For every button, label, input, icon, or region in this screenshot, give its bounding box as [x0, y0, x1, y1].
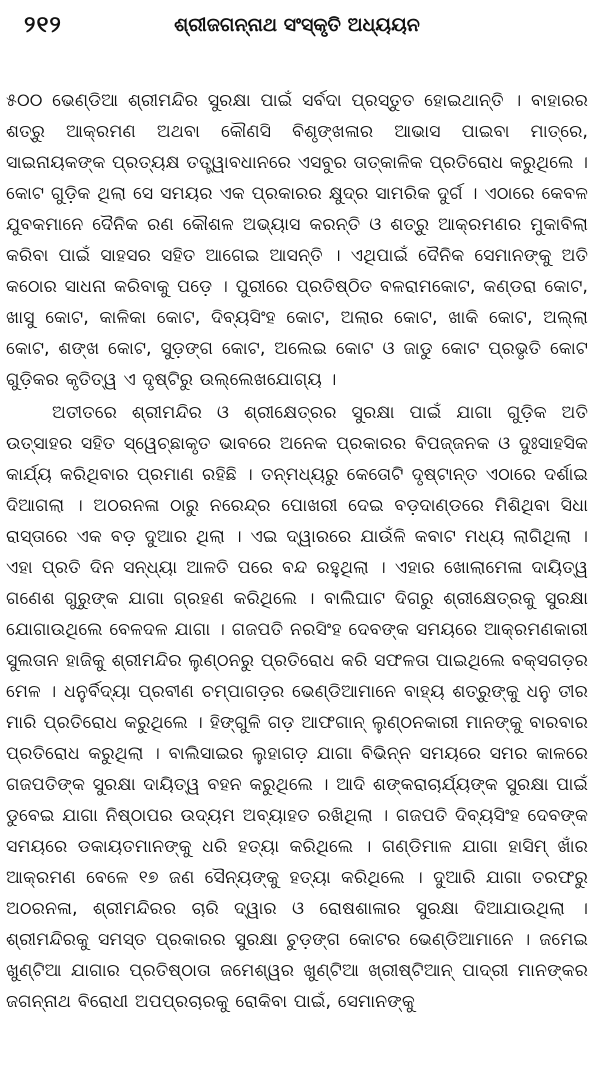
- page-header: [8, 0, 586, 48]
- paragraph-2: ଅତୀତରେ ଶ୍ରୀମନ୍ଦିର ଓ ଶ୍ରୀକ୍ଷେତ୍ରର ସୁରକ୍ଷା ପାଇଁ ଯାଗା ଗୁଡ଼ିକ ଅତି ଉତ୍ସାହର ସହିତ ସ୍ୱେଚ୍ଛାକୃତ ଭାବରେ ଅନେକ ପ୍ରକାରର ବିପଜ୍ଜନକ ଓ ଦୁଃସାହସିକ କାର୍ଯ୍ୟ କରିଥିବାର ପ୍ରମାଣ ରହିଛି । ତନ୍ମଧ୍ୟରୁ କେତୋଟି ଦୃଷ୍ଟାନ୍ତ ଏଠାରେ ଦର୍ଶାଇ ଦିଆଗଲା । ଅଠରନଳା ଠାରୁ ନରେନ୍ଦ୍ର ପୋଖରୀ ଦେଇ ବଡ଼ଦାଣ୍ଡରେ ମିଶିଥିବା ସିଧା ରାସ୍ତାରେ ଏକ ବଡ଼ ଦୁଆର ଥିଲା । ଏଇ ଦ୍ୱାରରେ ଯାଉଁଳି କବାଟ ମଧ୍ୟ ଲାଗିଥିଲା । ଏହା ପ୍ରତି ଦିନ ସନ୍ଧ୍ୟା ଆଳତି ପରେ ବନ୍ଦ ରହୁଥିଲା । ଏହାର ଖୋଲାମେଳା ଦାୟିତ୍ୱ ଗଣେଶ ଗୁରୁଙ୍କ ଯାଗା ଗ୍ରହଣ କରିଥିଲେ । ବାଲିଘାଟ ଦିଗରୁ ଶ୍ରୀକ୍ଷେତ୍ରକୁ ସୁରକ୍ଷା ଯୋଗାଉଥିଲେ ବେଳଦଳ ଯାଗା । ଗଜପତି ନରସିଂହ ଦେବଙ୍କ ସମୟରେ ଆକ୍ରମଣକାରୀ ସୁଲତାନ ହାଜିକୁ ଶ୍ରୀମନ୍ଦିର ଲୁଣ୍ଠନରୁ ପ୍ରତିରୋଧ କରି ସଫଳତା ପାଇଥିଲେ ବକ୍ସଗଡ଼ର ମେଳ । ଧନୁର୍ବିଦ୍ୟା ପ୍ରବୀଣ ଚମ୍ପାଗଡ଼ର ଭେଣ୍ଡିଆମାନେ ବାହ୍ୟ ଶତ୍ରୁଙ୍କୁ ଧନୁ ତୀର ମାରି ପ୍ରତିରୋଧ କରୁଥିଲେ । ହିଙ୍ଗୁଳି ଗଡ଼ ଆଫଗାନ୍ ଲୁଣ୍ଠନକାରୀ ମାନଙ୍କୁ ବାରବାର ପ୍ରତିରୋଧ କରୁଥିଲା । ବାଲିସାଇର ଲୁହାଗଡ଼ ଯାଗା ବିଭିନ୍ନ ସମୟରେ ସମର କାଳରେ ଗଜପତିଙ୍କ ସୁରକ୍ଷା ଦାୟିତ୍ୱ ବହନ କରୁଥିଲେ । ଆଦି ଶଙ୍କରାଚାର୍ଯ୍ୟଙ୍କ ସୁରକ୍ଷା ପାଇଁ ଡୁବେଇ ଯାଗା ନିଷ୍ଠାପର ଉଦ୍ୟମ ଅବ୍ୟାହତ ରଖିଥିଲା । ଗଜପତି ଦିବ୍ୟସିଂହ ଦେବଙ୍କ ସମୟରେ ଡକାୟତମାନଙ୍କୁ ଧରି ହତ୍ୟା କରିଥିଲେ । ଗଣ୍ଡିମାଳ ଯାଗା ହାସିମ୍ ଖାଁର ଆକ୍ରମଣ ବେଳେ ୧୭ ଜଣ ସୈନ୍ୟଙ୍କୁ ହତ୍ୟା କରିଥିଲେ । ଦୁଆରି ଯାଗା ତରଫରୁ ଅଠରନଳା, ଶ୍ରୀମନ୍ଦିରର ଚାରି ଦ୍ୱାର ଓ ରୋଷଶାଳାର ସୁରକ୍ଷା ଦିଆଯାଉଥିଲା । ଶ୍ରୀମନ୍ଦିରକୁ ସମସ୍ତ ପ୍ରକାରର ସୁରକ୍ଷା ଚୁଡ଼ଙ୍ଗ କୋଟର ଭେଣ୍ଡିଆମାନେ । ଜମେଇ ଖୁଣ୍ଟିଆ ଯାଗାର ପ୍ରତିଷ୍ଠାତା ଜମେଶ୍ୱର ଖୁଣ୍ଟିଆ ଖ୍ରୀଷ୍ଟିଆନ୍ ପାଦ୍ରୀ ମାନଙ୍କର ଜଗନ୍ନାଥ ବିରୋଧୀ ଅପପ୍ରଚାରକୁ ରୋକିବା ପାଇଁ, ସେମାନଙ୍କୁ: [6, 403, 588, 1012]
- paragraph-1: ୫୦୦ ଭେଣ୍ଡିଆ ଶ୍ରୀମନ୍ଦିର ସୁରକ୍ଷା ପାଇଁ ସର୍ବଦା ପ୍ରସ୍ତୁତ ହୋଇଥାନ୍ତି । ବାହାରର ଶତ୍ରୁ ଆକ୍ରମଣ ଅଥବା କୌଣସି ବିଶୃଙ୍ଖଳାର ଆଭାସ ପାଇବା ମାତ୍ରେ, ସାଇନାୟକଙ୍କ ପ୍ରତ୍ୟକ୍ଷ ତତ୍ତ୍ୱାବଧାନରେ ଏସବୁର ତାତ୍କାଳିକ ପ୍ରତିରୋଧ କରୁଥିଲେ । କୋଟ ଗୁଡ଼ିକ ଥିଲା ସେ ସମୟର ଏକ ପ୍ରକାରର କ୍ଷୁଦ୍ର ସାମରିକ ଦୁର୍ଗ । ଏଠାରେ କେବଳ ଯୁବକମାନେ ଦୈନିକ ରଣ କୌଶଳ ଅଭ୍ୟାସ କରନ୍ତି ଓ ଶତ୍ରୁ ଆକ୍ରମଣର ମୁକାବିଲା କରିବା ପାଇଁ ସାହସର ସହିତ ଆଗେଇ ଆସନ୍ତି । ଏଥିପାଇଁ ଦୈନିକ ସେମାନଙ୍କୁ ଅତି କଠୋର ସାଧନା କରିବାକୁ ପଡ଼େ । ପୁରୀରେ ପ୍ରତିଷ୍ଠିତ ବଳରାମକୋଟ, କଣ୍ଡରା କୋଟ, ଖାସୁ କୋଟ, କାଳିକା କୋଟ, ଦିବ୍ୟସିଂହ କୋଟ, ଅଲାର କୋଟ, ଖାକି କୋଟ, ଅଲ୍ଲା କୋଟ, ଶଙ୍ଖ କୋଟ, ସୁଡ଼ଙ୍ଗ କୋଟ, ଅଲେଇ କୋଟ ଓ ଜାଡୁ କୋଟ ପ୍ରଭୃତି କୋଟ ଗୁଡ଼ିକର କୃତିତ୍ୱ ଏ ଦୃଷ୍ଟିରୁ ଉଲ୍ଲେଖଯୋଗ୍ୟ ।: [6, 91, 588, 390]
- page-number: ୨୧୨: [24, 12, 62, 38]
- running-title: ଶ୍ରୀଜଗନ୍ନାଥ ସଂସ୍କୃତି ଅଧ୍ୟୟନ: [174, 14, 420, 36]
- body-text: [6, 86, 588, 1018]
